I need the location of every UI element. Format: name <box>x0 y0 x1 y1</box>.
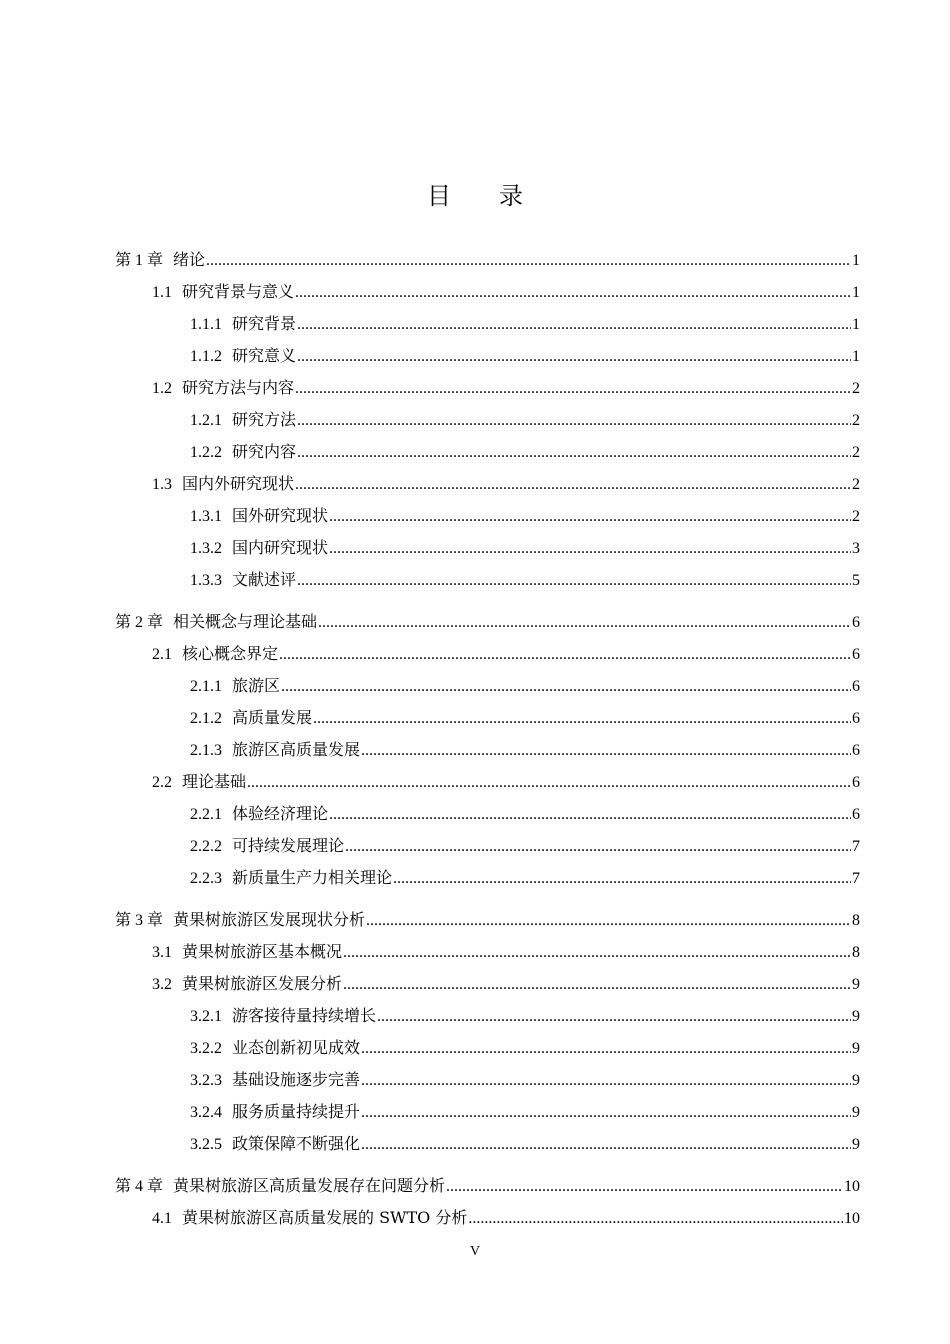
toc-entry-page: 9 <box>852 976 860 993</box>
toc-dot-leader <box>361 1069 851 1093</box>
page-number-footer: V <box>469 1244 481 1259</box>
toc-section-entry[interactable] <box>115 706 860 738</box>
toc-section-entry[interactable] <box>115 280 860 312</box>
toc-entry-page: 6 <box>852 742 860 759</box>
toc-dot-leader <box>393 867 851 891</box>
toc-section-entry[interactable] <box>115 440 860 472</box>
toc-entry-title: 政策保障不断强化 <box>232 1134 361 1153</box>
toc-entry-page: 2 <box>852 412 860 429</box>
toc-entry-title: 研究背景 <box>232 314 297 333</box>
toc-dot-leader <box>366 909 851 933</box>
toc-section-entry[interactable] <box>115 504 860 536</box>
toc-dot-leader <box>313 707 851 731</box>
toc-entry-page: 6 <box>852 646 860 663</box>
toc-dot-leader <box>361 1101 851 1125</box>
toc-dot-leader <box>295 281 851 305</box>
toc-entry-title: 基础设施逐步完善 <box>232 1070 361 1089</box>
toc-chapter-entry[interactable] <box>115 1174 860 1206</box>
toc-dot-leader <box>281 675 851 699</box>
toc-entry-number: 3.2.3 <box>190 1072 222 1089</box>
toc-entry-number: 1.1 <box>152 284 172 301</box>
toc-entry-page: 6 <box>852 774 860 791</box>
toc-section-entry[interactable] <box>115 536 860 568</box>
toc-dot-leader <box>361 1037 851 1061</box>
toc-entry-number: 2.2 <box>152 774 172 791</box>
toc-entry-page: 9 <box>852 1072 860 1089</box>
toc-dot-leader <box>361 739 851 763</box>
toc-section-entry[interactable] <box>115 770 860 802</box>
toc-entry-number: 3.1 <box>152 944 172 961</box>
toc-entry-page: 6 <box>852 806 860 823</box>
toc-entry-number: 3.2.4 <box>190 1104 222 1121</box>
toc-section-entry[interactable] <box>115 1004 860 1036</box>
toc-title-right: 录 <box>499 182 523 210</box>
toc-dot-leader <box>297 441 851 465</box>
toc-entry-title: 研究意义 <box>232 346 297 365</box>
toc-entry-number: 3.2.5 <box>190 1136 222 1153</box>
toc-entry-number: 4.1 <box>152 1210 172 1227</box>
toc-entry-number: 第 1 章 <box>115 252 164 269</box>
toc-section-entry[interactable] <box>115 344 860 376</box>
toc-entry-page: 1 <box>852 284 860 301</box>
toc-dot-leader <box>345 835 851 859</box>
toc-entry-title: 核心概念界定 <box>182 644 279 663</box>
toc-entry-title: 黄果树旅游区高质量发展的 SWTO 分析 <box>182 1208 468 1227</box>
toc-entry-title: 服务质量持续提升 <box>232 1102 361 1121</box>
toc-entry-number: 1.3 <box>152 476 172 493</box>
toc-entry-number: 1.1.2 <box>190 348 222 365</box>
toc-entry-title: 黄果树旅游区基本概况 <box>182 942 343 961</box>
toc-entry-number: 2.2.1 <box>190 806 222 823</box>
toc-entry-number: 3.2.2 <box>190 1040 222 1057</box>
toc-entry-title: 黄果树旅游区发展分析 <box>182 974 343 993</box>
toc-entry-page: 8 <box>852 944 860 961</box>
toc-entry-page: 6 <box>852 710 860 727</box>
toc-entry-number: 2.1.1 <box>190 678 222 695</box>
toc-entry-title: 相关概念与理论基础 <box>173 612 318 631</box>
toc-entry-number: 第 2 章 <box>115 614 164 631</box>
toc-entry-page: 1 <box>852 348 860 365</box>
toc-entry-page: 9 <box>852 1008 860 1025</box>
toc-entry-page: 9 <box>852 1136 860 1153</box>
toc-dot-leader <box>206 249 851 273</box>
toc-section-entry[interactable] <box>115 940 860 972</box>
toc-dot-leader <box>297 569 851 593</box>
toc-entry-title: 绪论 <box>173 250 206 269</box>
toc-entry-number: 1.1.1 <box>190 316 222 333</box>
toc-dot-leader <box>297 313 851 337</box>
toc-entry-page: 7 <box>852 838 860 855</box>
toc-section-entry[interactable] <box>115 802 860 834</box>
toc-entry-number: 2.2.2 <box>190 838 222 855</box>
toc-entry-page: 8 <box>852 912 860 929</box>
toc-entry-number: 第 4 章 <box>115 1178 164 1195</box>
toc-dot-leader <box>297 409 851 433</box>
toc-dot-leader <box>318 611 851 635</box>
toc-dot-leader <box>377 1005 851 1029</box>
toc-entry-title: 国内外研究现状 <box>182 474 295 493</box>
toc-entry-number: 1.2 <box>152 380 172 397</box>
toc-title <box>0 176 950 211</box>
toc-title-left: 目 <box>427 182 451 210</box>
toc-chapter-entry[interactable] <box>115 908 860 940</box>
toc-entry-page: 10 <box>844 1210 860 1227</box>
toc-entry-title: 旅游区高质量发展 <box>232 740 361 759</box>
toc-entry-title: 游客接待量持续增长 <box>232 1006 377 1025</box>
toc-entry-title: 国外研究现状 <box>232 506 329 525</box>
toc-entry-title: 研究背景与意义 <box>182 282 295 301</box>
toc-entry-title: 研究方法 <box>232 410 297 429</box>
toc-entry-page: 2 <box>852 444 860 461</box>
toc-dot-leader <box>247 771 851 795</box>
toc-section-entry[interactable] <box>115 642 860 674</box>
toc-entry-number: 1.3.1 <box>190 508 222 525</box>
toc-entry-number: 2.1.2 <box>190 710 222 727</box>
toc-dot-leader <box>295 473 851 497</box>
toc-section-entry[interactable] <box>115 1036 860 1068</box>
toc-entry-page: 9 <box>852 1104 860 1121</box>
toc-entry-number: 2.2.3 <box>190 870 222 887</box>
toc-dot-leader <box>468 1207 843 1231</box>
toc-section-entry[interactable] <box>115 1100 860 1132</box>
toc-entry-page: 7 <box>852 870 860 887</box>
toc-entry-page: 2 <box>852 476 860 493</box>
toc-entry-title: 高质量发展 <box>232 708 313 727</box>
toc-entry-number: 1.3.3 <box>190 572 222 589</box>
toc-entry-number: 1.2.2 <box>190 444 222 461</box>
toc-entry-title: 文献述评 <box>232 570 297 589</box>
toc-entry-title: 研究方法与内容 <box>182 378 295 397</box>
toc-entry-page: 6 <box>852 614 860 631</box>
toc-section-entry[interactable] <box>115 972 860 1004</box>
toc-entry-title: 研究内容 <box>232 442 297 461</box>
toc-dot-leader <box>279 643 851 667</box>
toc-entry-page: 10 <box>844 1178 860 1195</box>
toc-entry-page: 3 <box>852 540 860 557</box>
toc-section-entry[interactable] <box>115 568 860 600</box>
toc-entry-title: 旅游区 <box>232 676 281 695</box>
toc-chapter-entry[interactable] <box>115 610 860 642</box>
toc-dot-leader <box>343 973 851 997</box>
toc-dot-leader <box>297 345 851 369</box>
toc-dot-leader <box>295 377 851 401</box>
toc-entry-number: 2.1.3 <box>190 742 222 759</box>
toc-entry-number: 3.2.1 <box>190 1008 222 1025</box>
toc-chapter-entry[interactable] <box>115 248 860 280</box>
toc-entry-number: 3.2 <box>152 976 172 993</box>
toc-entry-page: 1 <box>852 316 860 333</box>
toc-dot-leader <box>329 505 851 529</box>
toc-entry-page: 2 <box>852 380 860 397</box>
toc-section-entry[interactable] <box>115 472 860 504</box>
toc-entry-page: 5 <box>852 572 860 589</box>
toc-entry-number: 1.2.1 <box>190 412 222 429</box>
toc-section-entry[interactable] <box>115 408 860 440</box>
toc-section-entry[interactable] <box>115 738 860 770</box>
toc-dot-leader <box>343 941 851 965</box>
toc-section-entry[interactable] <box>115 1068 860 1100</box>
toc-entry-title: 国内研究现状 <box>232 538 329 557</box>
toc-dot-leader <box>329 537 851 561</box>
toc-entry-number: 第 3 章 <box>115 912 164 929</box>
toc-section-entry[interactable] <box>115 866 860 898</box>
toc-entry-title: 新质量生产力相关理论 <box>232 868 393 887</box>
toc-section-entry[interactable] <box>115 834 860 866</box>
toc-entry-title: 业态创新初见成效 <box>232 1038 361 1057</box>
toc-entry-number: 1.3.2 <box>190 540 222 557</box>
toc-entry-title: 黄果树旅游区高质量发展存在问题分析 <box>173 1176 446 1195</box>
table-of-contents <box>115 248 860 1238</box>
toc-dot-leader <box>361 1133 851 1157</box>
toc-entry-page: 9 <box>852 1040 860 1057</box>
toc-section-entry[interactable] <box>115 312 860 344</box>
toc-section-entry[interactable] <box>115 674 860 706</box>
toc-entry-title: 体验经济理论 <box>232 804 329 823</box>
toc-entry-title: 黄果树旅游区发展现状分析 <box>173 910 366 929</box>
toc-entry-number: 2.1 <box>152 646 172 663</box>
toc-entry-page: 1 <box>852 252 860 269</box>
toc-entry-page: 6 <box>852 678 860 695</box>
toc-entry-page: 2 <box>852 508 860 525</box>
toc-section-entry[interactable] <box>115 376 860 408</box>
toc-entry-title: 可持续发展理论 <box>232 836 345 855</box>
toc-entry-title: 理论基础 <box>182 772 247 791</box>
toc-dot-leader <box>329 803 851 827</box>
toc-dot-leader <box>446 1175 843 1199</box>
toc-section-entry[interactable] <box>115 1132 860 1164</box>
toc-section-entry[interactable] <box>115 1206 860 1238</box>
